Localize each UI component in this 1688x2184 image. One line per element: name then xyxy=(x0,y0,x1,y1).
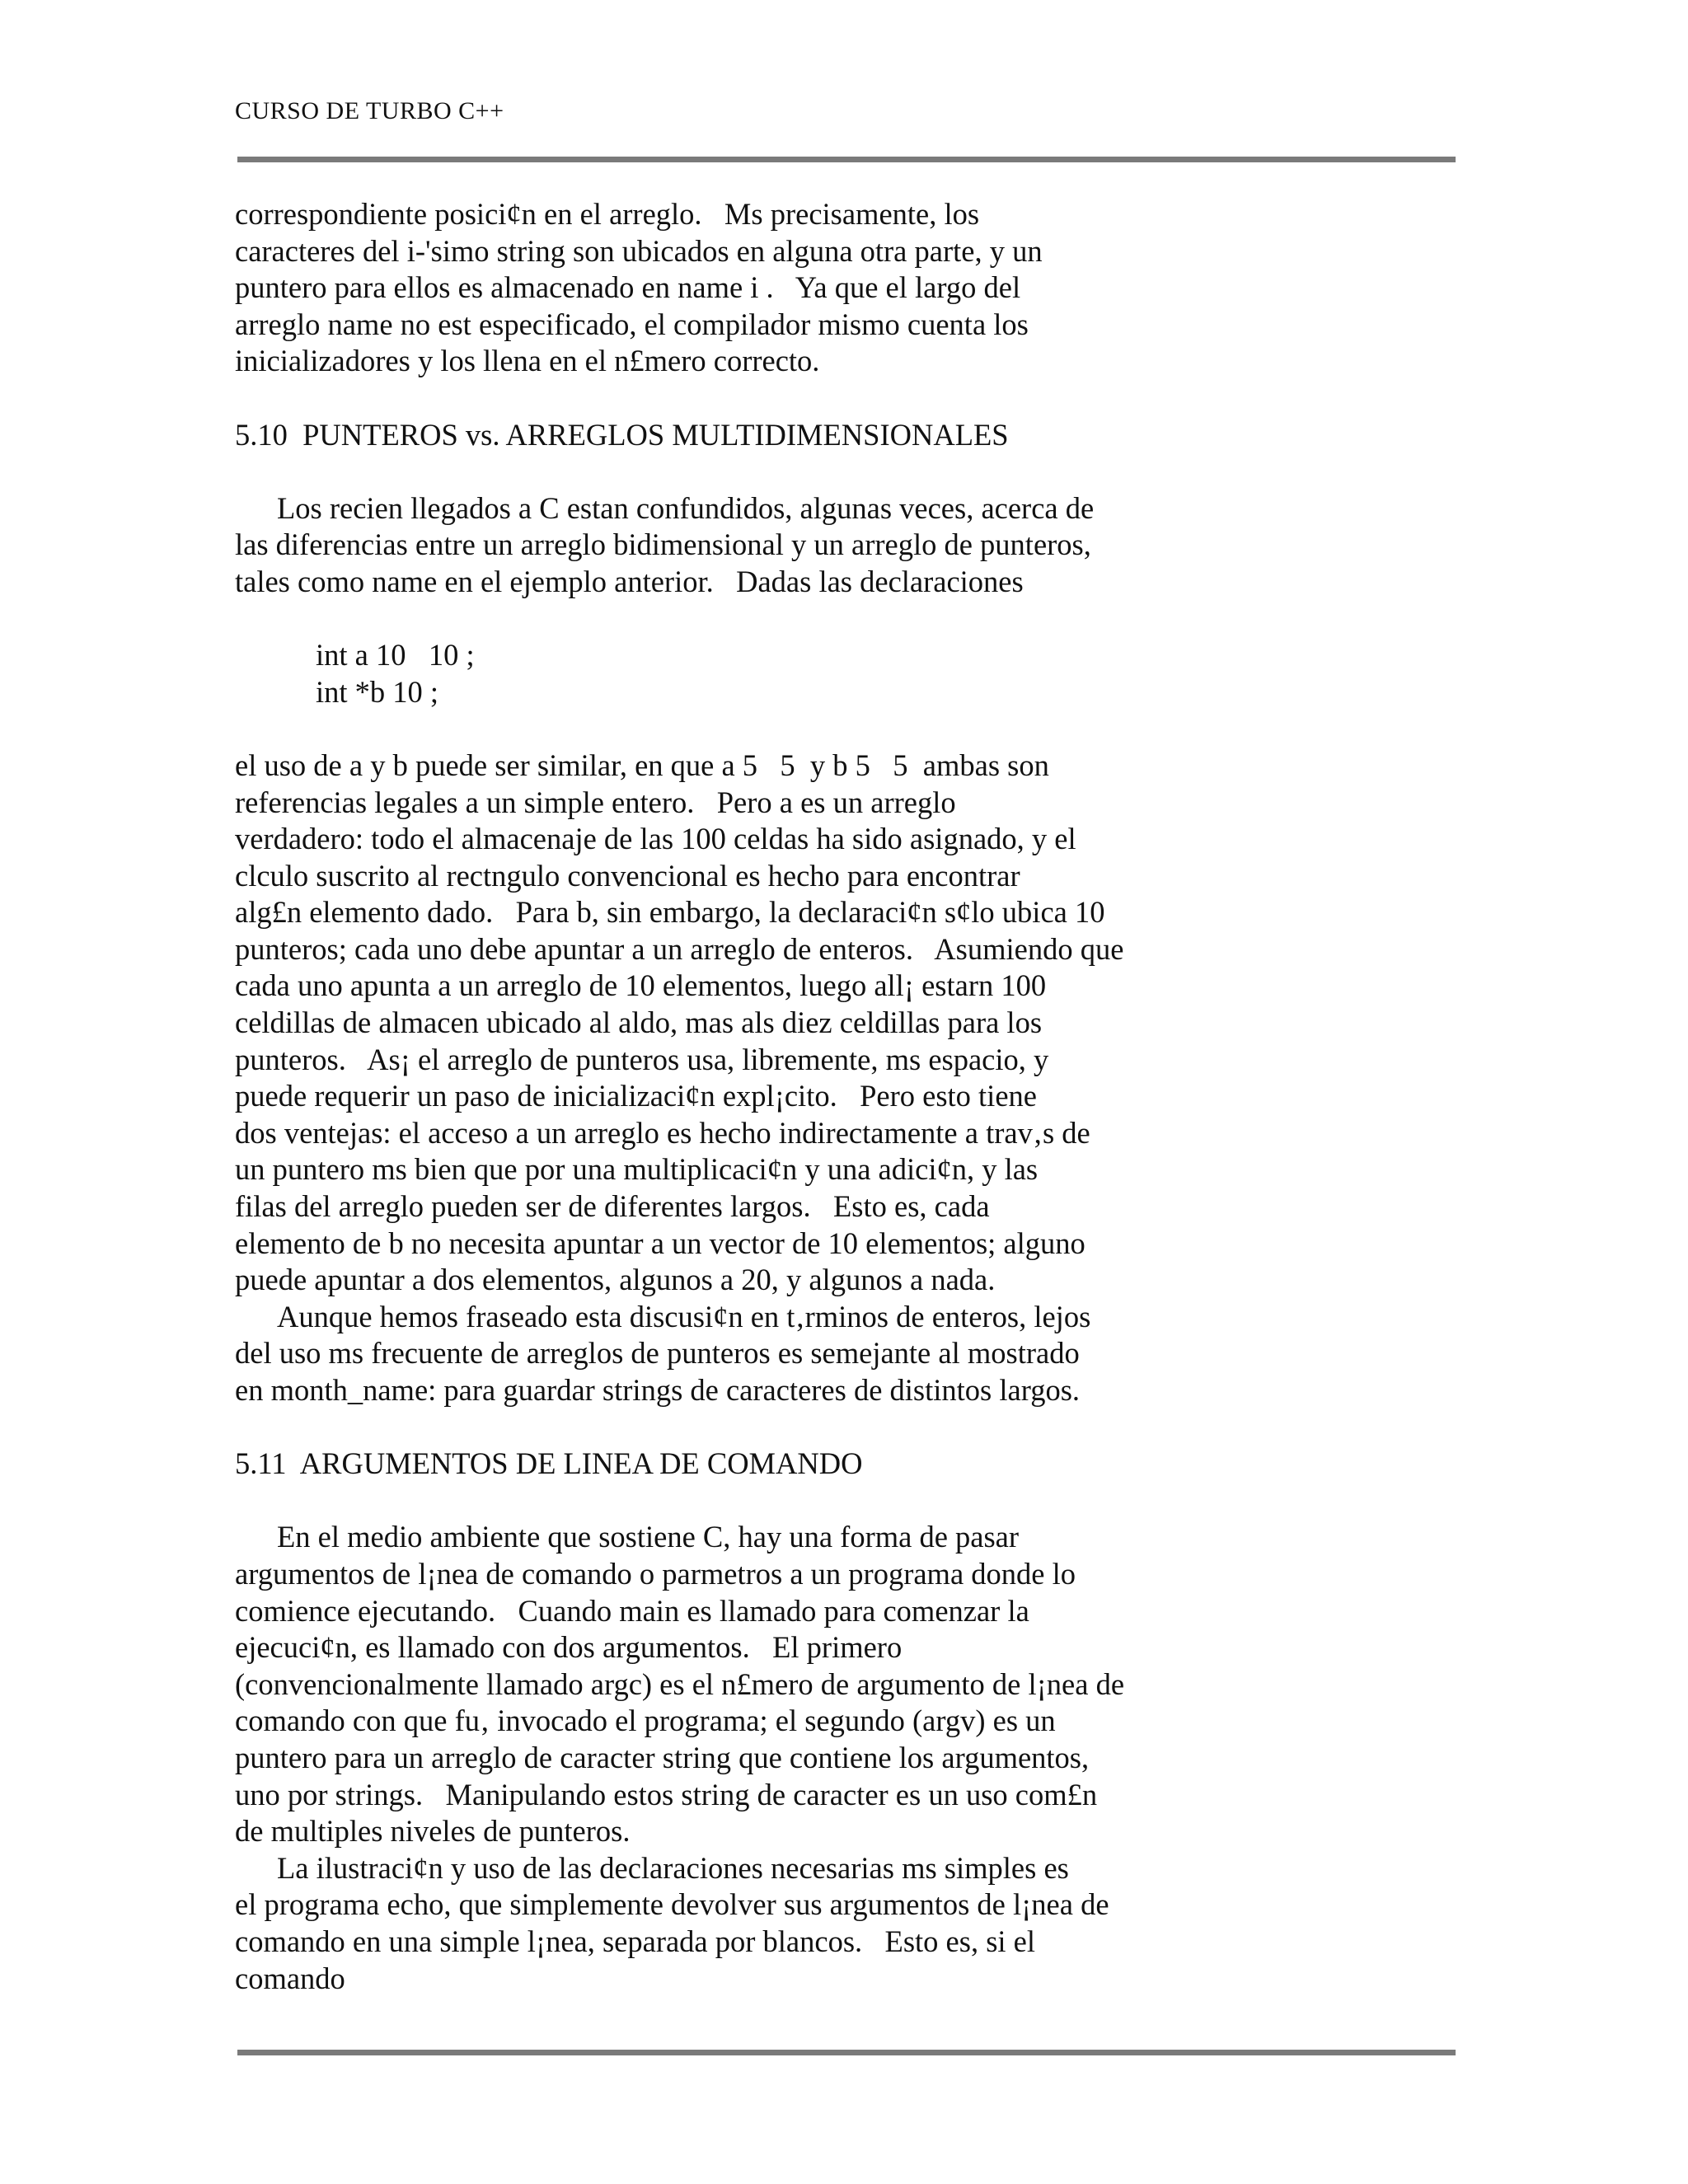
text-line: del uso ms frecuente de arreglos de punteros es semejante al mostrado xyxy=(235,1336,1080,1371)
text-line: inicializadores y los llena en el n£mero correcto. xyxy=(235,344,820,378)
text-line: un puntero ms bien que por una multiplicaci¢n y una adici¢n, y las xyxy=(235,1152,1039,1187)
text-line: de multiples niveles de punteros. xyxy=(235,1814,631,1849)
text-line: dos ventejas: el acceso a un arreglo es hecho indirectamente a trav‚s de xyxy=(235,1115,1090,1150)
text-line: celdillas de almacen ubicado al aldo, mas als diez celdillas para los xyxy=(235,1005,1043,1040)
text-line: comando xyxy=(235,1961,345,1995)
text-line: puntero para ellos es almacenado en name i . Ya que el largo del xyxy=(235,270,1021,305)
code-line: int *b 10 ; xyxy=(316,674,439,709)
text-line: En el medio ambiente que sostiene C, hay una forma de pasar xyxy=(277,1520,1020,1554)
text-line: caracteres del i-'simo string son ubicados en alguna otra parte, y un xyxy=(235,233,1043,268)
section-heading-5-11: 5.11 ARGUMENTOS DE LINEA DE COMANDO xyxy=(235,1446,863,1481)
text-line: arreglo name no est especificado, el compilador mismo cuenta los xyxy=(235,307,1029,341)
section-heading-5-10: 5.10 PUNTEROS vs. ARREGLOS MULTIDIMENSIONALES xyxy=(235,417,1009,452)
text-line: el uso de a y b puede ser similar, en que a 5 5 y b 5 5 ambas son xyxy=(235,748,1049,782)
text-line: La ilustraci¢n y uso de las declaraciones necesarias ms simples es xyxy=(277,1850,1069,1885)
text-line: puntero para un arreglo de caracter string que contiene los argumentos, xyxy=(235,1740,1090,1774)
text-line: tales como name en el ejemplo anterior. Dadas las declaraciones xyxy=(235,564,1024,598)
text-line: Los recien llegados a C estan confundidos, algunas veces, acerca de xyxy=(277,490,1095,525)
text-line: correspondiente posici¢n en el arreglo. Ms precisamente, los xyxy=(235,197,980,231)
text-line: argumentos de l¡nea de comando o parmetros a un programa donde lo xyxy=(235,1556,1076,1591)
text-line: filas del arreglo pueden ser de diferentes largos. Esto es, cada xyxy=(235,1189,990,1224)
text-line: ejecuci¢n, es llamado con dos argumentos. El primero xyxy=(235,1630,903,1665)
text-line: punteros. As¡ el arreglo de punteros usa, libremente, ms espacio, y xyxy=(235,1042,1049,1076)
text-line: cada uno apunta a un arreglo de 10 elementos, luego all¡ estarn 100 xyxy=(235,968,1047,1003)
running-header: CURSO DE TURBO C++ xyxy=(235,97,504,124)
code-line: int a 10 10 ; xyxy=(316,638,475,673)
text-line: elemento de b no necesita apuntar a un vector de 10 elementos; alguno xyxy=(235,1226,1085,1260)
text-line: en month_name: para guardar strings de caracteres de distintos largos. xyxy=(235,1373,1081,1407)
text-line: puede requerir un paso de inicializaci¢n expl¡cito. Pero esto tiene xyxy=(235,1079,1037,1113)
page-body xyxy=(235,196,1438,1997)
text-line: puede apuntar a dos elementos, algunos a 20, y algunos a nada. xyxy=(235,1263,996,1297)
text-line: clculo suscrito al rectngulo convencional es hecho para encontrar xyxy=(235,858,1020,893)
text-line: Aunque hemos fraseado esta discusi¢n en t‚rminos de enteros, lejos xyxy=(277,1299,1091,1333)
footer-rule xyxy=(237,2050,1456,2055)
text-line: comando en una simple l¡nea, separada por blancos. Esto es, si el xyxy=(235,1924,1036,1958)
text-line: referencias legales a un simple entero. Pero a es un arreglo xyxy=(235,785,956,819)
text-line: las diferencias entre un arreglo bidimensional y un arreglo de punteros, xyxy=(235,527,1091,562)
text-line: (convencionalmente llamado argc) es el n£mero de argumento de l¡nea de xyxy=(235,1666,1125,1701)
text-line: comience ejecutando. Cuando main es llamado para comenzar la xyxy=(235,1593,1029,1628)
text-line: verdadero: todo el almacenaje de las 100 celdas ha sido asignado, y el xyxy=(235,822,1076,856)
text-line: alg£n elemento dado. Para b, sin embargo, la declaraci¢n s¢lo ubica 10 xyxy=(235,895,1105,930)
header-rule xyxy=(237,157,1456,162)
text-line: punteros; cada uno debe apuntar a un arreglo de enteros. Asumiendo que xyxy=(235,931,1124,966)
text-line: uno por strings. Manipulando estos string de caracter es un uso com£n xyxy=(235,1777,1098,1811)
text-line: el programa echo, que simplemente devolver sus argumentos de l¡nea de xyxy=(235,1887,1109,1922)
text-line: comando con que fu‚ invocado el programa; el segundo (argv) es un xyxy=(235,1704,1056,1738)
